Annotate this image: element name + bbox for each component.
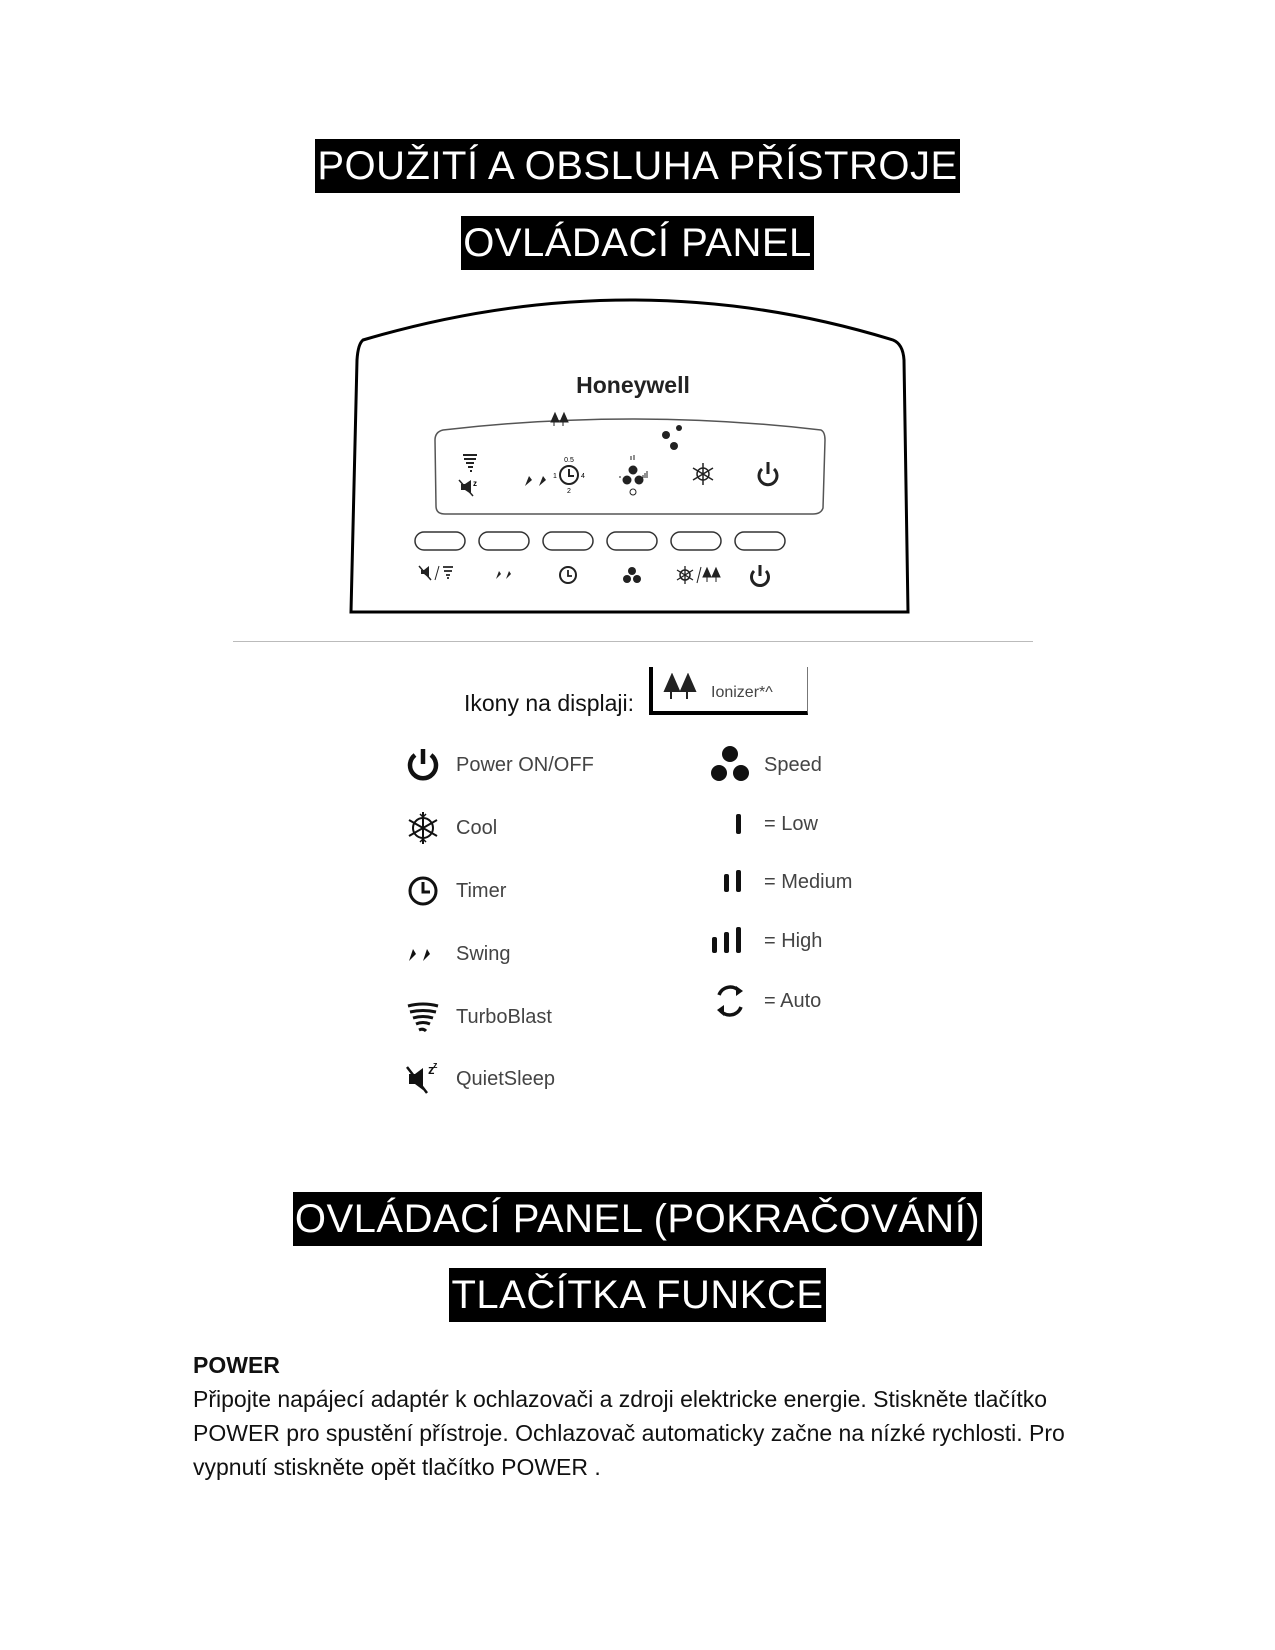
button-label-cool-ionizer-icon [677,566,720,584]
legend-item-turboblast [404,997,552,1037]
legend-label-cool: Cool [456,816,498,839]
turboblast-icon [404,998,442,1036]
panel-button-speed[interactable] [607,532,657,550]
display-ionizer-icon [551,413,568,426]
timer-mark-left: 1 [553,473,557,480]
brand-logo: Honeywell [576,372,690,398]
legend-label-speed-high: = High [764,929,823,952]
section-heading-control-panel-continued [0,1192,1275,1246]
power-section-title: POWER [193,1352,280,1378]
panel-button-swing[interactable] [479,532,529,550]
button-label-fan-icon [623,567,641,583]
ionizer-label: Ionizer*^ [711,684,773,701]
legend-item-timer [404,871,506,911]
legend-label-power: Power ON/OFF [456,753,594,776]
section-heading-function-buttons [0,1268,1275,1322]
power-section-text: Připojte napájecí adaptér k ochlazovači a zdroji elektricke energie. Stiskněte tlačítko POWER pro spustění přístroje. Ochlazovač automaticky začne na nízké rychlosti. Pro vypnutí stiskněte opět tlačítko POWER . [193,1386,1065,1480]
panel-button-quietsleep-turboblast[interactable] [415,532,465,550]
section-heading-control-panel-continued-text: OVLÁDACÍ PANEL (POKRAČOVÁNÍ) [293,1192,982,1246]
ionizer-legend-box [649,667,807,715]
page-title [0,139,1275,193]
section-heading-control-panel [0,216,1275,270]
display-fan-speed-icon [620,455,647,495]
display-water-drops-icon [662,425,682,450]
timer-mark-top: 0.5 [564,457,574,464]
cool-icon [404,809,442,847]
legend-item-power [404,745,594,785]
speed-low-icon [710,804,750,844]
display-swing-icon [525,476,546,486]
display-icons-caption: Ikony na displaji: [464,690,635,716]
panel-button-power[interactable] [735,532,785,550]
button-label-quietsleep-turboblast-icon [419,566,453,580]
swing-icon [404,935,442,973]
svg-text:z: z [428,1062,435,1077]
svg-text:z: z [433,1060,438,1070]
speed-medium-icon [710,862,750,902]
legend-item-swing [404,934,510,974]
legend-item-auto [710,981,821,1021]
button-label-timer-icon [560,567,576,583]
figure-divider [233,641,1033,642]
legend-item-quietsleep [404,1059,555,1099]
legend-label-timer: Timer [456,879,507,902]
panel-button-cool-ionizer[interactable] [671,532,721,550]
legend-item-speed-medium [710,862,852,902]
legend-label-turboblast: TurboBlast [456,1005,552,1028]
timer-icon [404,872,442,910]
svg-text:z: z [473,479,477,488]
button-label-swing-icon [496,571,511,579]
display-cool-icon [693,463,713,485]
power-section [193,1348,1093,1484]
timer-mark-bottom: 2 [567,488,571,495]
legend-item-speed [710,745,822,785]
legend-item-speed-low [710,804,818,844]
legend-item-speed-high [710,921,822,961]
legend-label-swing: Swing [456,942,511,965]
control-panel-illustration [233,290,1033,645]
speed-high-icon [710,921,750,961]
legend-label-speed: Speed [764,753,822,776]
panel-button-timer[interactable] [543,532,593,550]
page-title-text: POUŽITÍ A OBSLUHA PŘÍSTROJE [315,139,959,193]
button-label-power-icon [752,565,769,586]
ionizer-icon [663,673,703,713]
timer-mark-right: 4 [581,473,585,480]
quietsleep-icon [404,1060,442,1098]
display-timer-icon [553,457,585,495]
legend-label-speed-low: = Low [764,812,818,835]
fan-icon [710,745,750,785]
power-icon [404,746,442,784]
legend-label-speed-medium: = Medium [764,870,853,893]
section-heading-control-panel-text: OVLÁDACÍ PANEL [461,216,814,270]
display-power-icon [759,462,777,485]
display-quietsleep-icon [459,479,477,496]
auto-icon [710,981,750,1021]
legend-item-cool [404,808,497,848]
section-heading-function-buttons-text: TLAČÍTKA FUNKCE [449,1268,825,1322]
display-turboblast-icon [463,455,477,471]
legend-label-auto: = Auto [764,989,822,1012]
legend-label-quietsleep: QuietSleep [456,1067,555,1090]
